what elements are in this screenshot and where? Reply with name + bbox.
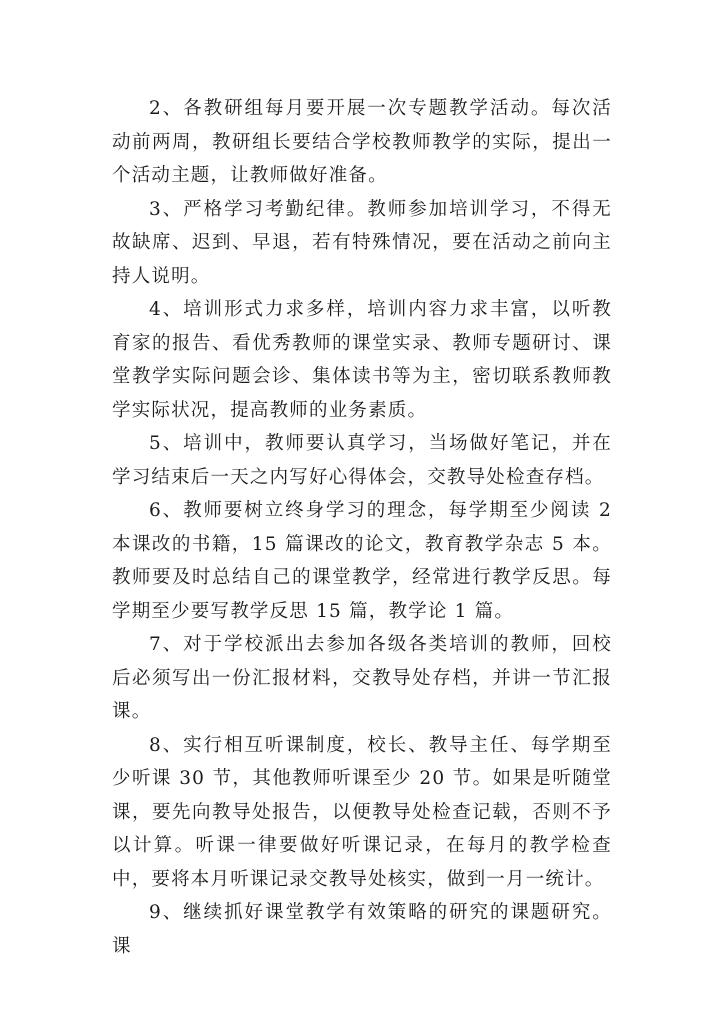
paragraph-4: 4、培训形式力求多样，培训内容力求丰富，以听教育家的报告、看优秀教师的课堂实录、教师专题研讨、课堂教学实际问题会诊、集体读书等为主，密切联系教师教学实际状况，提高教师的业务素质。 — [112, 299, 612, 421]
paragraph-7: 7、对于学校派出去参加各级各类培训的教师，回校后必须写出一份汇报材料，交教导处存档，并讲一节汇报课。 — [112, 634, 612, 722]
paragraph-5: 5、培训中，教师要认真学习，当场做好笔记，并在学习结束后一天之内写好心得体会，交教导处检查存档。 — [112, 433, 612, 488]
paragraph-9: 9、继续抓好课堂教学有效策略的研究的课题研究。课 — [112, 902, 612, 957]
paragraph-8: 8、实行相互听课制度，校长、教导主任、每学期至少听课 30 节，其他教师听课至少 20 节。如果是听随堂课，要先向教导处报告，以便教导处检查记载，否则不予以计算。听课一律要做好听课记录，在每月的教学检查中，要将本月听课记录交教导处核实，做到一月一统计。 — [112, 734, 612, 890]
paragraph-3: 3、严格学习考勤纪律。教师参加培训学习，不得无故缺席、迟到、早退，若有特殊情况，要在活动之前向主持人说明。 — [112, 198, 612, 287]
document-body — [112, 92, 612, 963]
paragraph-6: 6、教师要树立终身学习的理念，每学期至少阅读 2 本课改的书籍，15 篇课改的论文，教育教学杂志 5 本。教师要及时总结自己的课堂教学，经常进行教学反思。每学期至少要写教学反思 15 篇，教学论 1 篇。 — [112, 500, 612, 622]
paragraph-2: 2、各教研组每月要开展一次专题教学活动。每次活动前两周，教研组长要结合学校教师教学的实际，提出一个活动主题，让教师做好准备。 — [112, 98, 612, 186]
